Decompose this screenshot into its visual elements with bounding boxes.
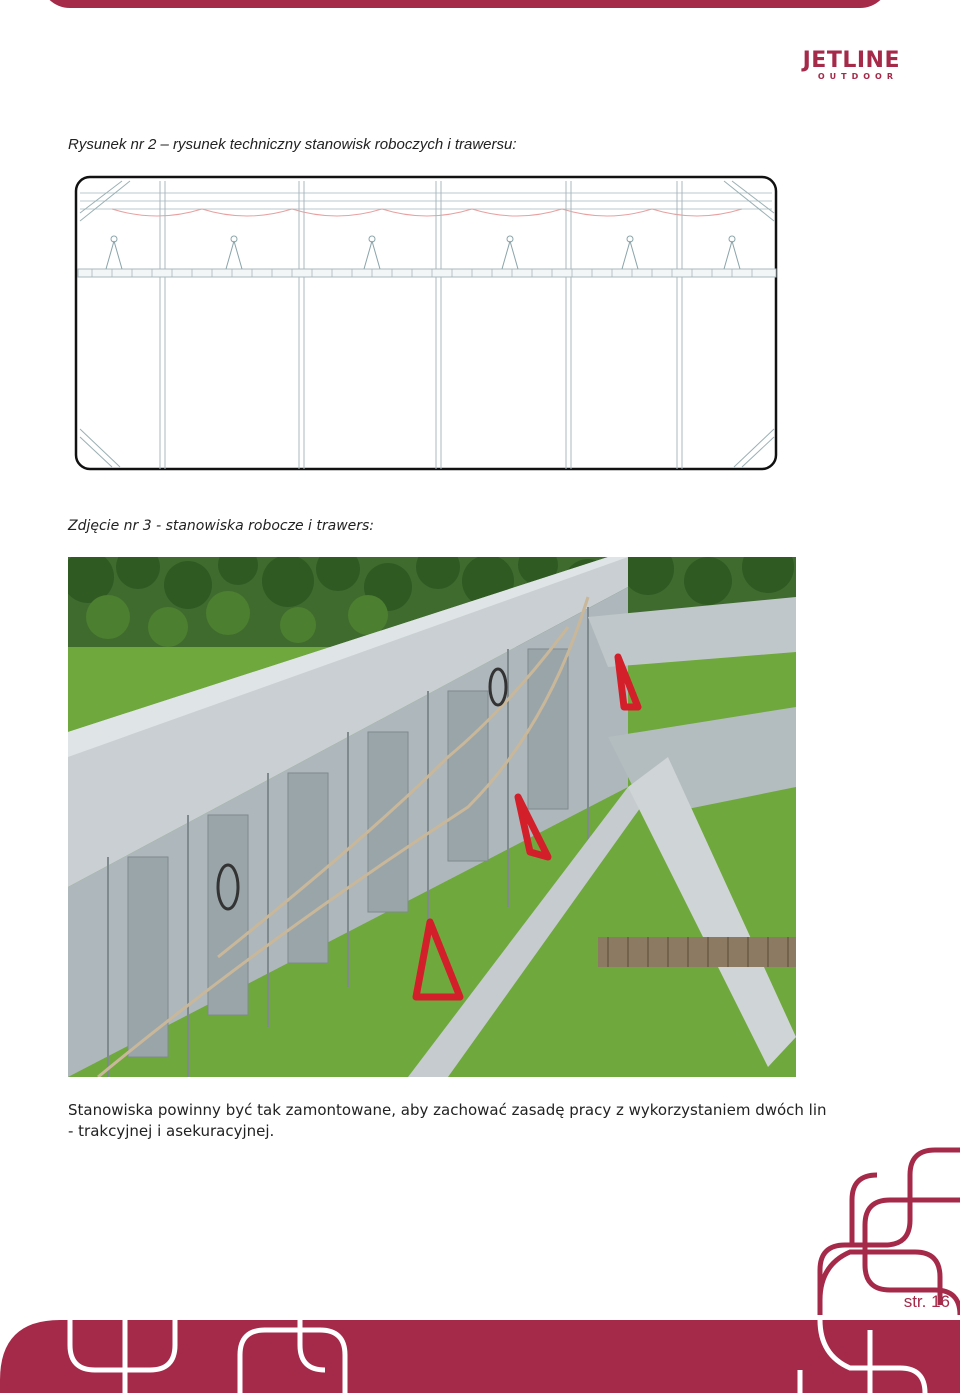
- logo-wordmark: JETLINE: [802, 48, 900, 73]
- top-decorative-band: [40, 0, 890, 8]
- body-paragraph: Stanowiska powinny być tak zamontowane, aby zachować zasadę pracy z wykorzystaniem dwóch lin - trakcyjnej i asekuracyjnej.: [68, 1101, 827, 1140]
- decorative-ornament: [0, 1140, 960, 1393]
- logo-subtitle: OUTDOOR: [817, 72, 898, 81]
- figure-caption: Rysunek nr 2 – rysunek techniczny stanowisk roboczych i trawersu:: [68, 136, 517, 153]
- photo-caption: Zdjęcie nr 3 - stanowiska robocze i trawers:: [68, 518, 375, 534]
- page-number: str. 16: [903, 1292, 950, 1311]
- jetline-logo: [788, 50, 900, 86]
- work-stations-photo: [68, 557, 796, 1077]
- technical-drawing: [72, 173, 782, 475]
